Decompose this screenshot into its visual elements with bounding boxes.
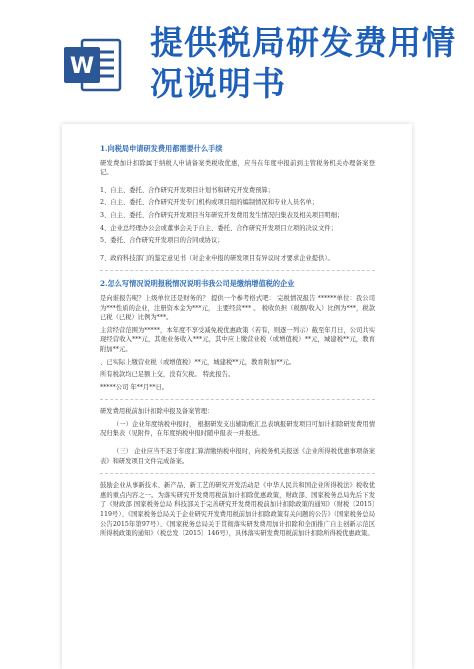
section-heading-2: 2.怎么写情况说明报税情况说明书我公司是缴纳增值税的企业 <box>100 279 295 289</box>
list-item: 7、政府科技部门的鉴定意见书（对企业申报的研发项目有异议时才要求企业提供）。 <box>100 254 334 262</box>
intro-paragraph: 研发费加计扣除属于纳税人申请备案类税收优惠，应当在年度申报前到主管税务机关办理备案登记。 <box>100 159 375 177</box>
list-item: 5、委托、合作研究开发项目的合同或协议； <box>100 237 224 245</box>
list-item: 1、自主、委托、合作研究开发项目计划书和研究开发费预算； <box>100 186 275 194</box>
section-title: 研发费用税前加计扣除申报及备案管理： <box>100 408 214 416</box>
answer-paragraph: 、已实际上缴营业税（或增值税）**元，城建税**元，教育附加**元。 <box>100 358 296 366</box>
answer-paragraph: *****公司 年**月**日。 <box>100 383 169 391</box>
list-item: 4、企业总经理办公会或董事会关于自主、委托、合作研究开发项目立项的决议文件； <box>100 224 337 232</box>
list-item: 3、自主、委托、合作研究开发项目当年研究开发费用发生情况归集表及相关项目明细； <box>100 211 344 219</box>
divider <box>100 399 375 400</box>
document-page <box>62 124 412 669</box>
divider <box>100 270 375 271</box>
svg-text:W: W <box>69 54 95 79</box>
answer-paragraph: 所有税款均已足额上交，没有欠税。 特此报告。 <box>100 371 235 379</box>
list-item: 2、自主、委托、合作研究开发专门机构或项目组的编制情况和专业人员名单； <box>100 199 319 207</box>
divider <box>100 473 375 474</box>
document-content <box>100 144 375 542</box>
word-document-icon <box>62 34 124 96</box>
policy-paragraph: 鼓励企业从事新技术、新产品、新工艺的研究开发活动是《中华人民共和国企业所得税法》税收优惠的重点内容之一。为落实研究开发费用税前加计扣除优惠政策，财政部、国家税务总局先后下发了《财政部 国家税务总局 科技部关于完善研究开发费用税前加计扣除政策的通知》（财税〔2015〕119号）、《国家税务总局关于企业研究开发费用税前加计扣除政策有关问题的公告》（国家税务总局公告2015年第97号）、《国家税务总局关于贯彻落实研发费用加计扣除和全面推广自主创新示范区所得税政策的通知》（税总发〔2015〕146号），具体落实研发费用税前加计扣除所得税优惠政策。 <box>100 482 375 538</box>
answer-paragraph: 是向谁报告呢？上级单位还是财务的？ 提供一个参考格式吧： 完税情况报告 ******单位：我公司为***性质的企业，注册资本金为***元， 主要经营*** 。 税收负担（税额/收入）比例为***，税款已税（已税）比例为***。 <box>100 294 375 322</box>
document-title: 提供税局研发费用情况说明书 <box>150 23 456 103</box>
section-paragraph: （三） 企业应当不迟于年度汇算清缴纳税申报时，向税务机关报送《企业所得税优惠事项备案表》和研发项目文件完成备案。 <box>100 448 375 465</box>
page-header <box>0 0 474 130</box>
section-heading-1: 1.向税局申请研发费用都需要什么手续 <box>100 144 223 153</box>
answer-paragraph: 主营经营范围为*****，本年度不享受减免税优惠政策（若有，则逐一列示）截至年月日，公司共实现经营收入***元，其他业务收入***元，其中应上缴营业税（或增值税）**元，城建税**元，教育附加**元。 <box>100 326 375 353</box>
section-paragraph: （一）企业年度纳税申报时， 根据研发支出辅助账汇总表填报研发项目可加计扣除研发费用情况归集表（见附件，在年度纳税申报时随申报表一并报送。 <box>100 420 375 438</box>
